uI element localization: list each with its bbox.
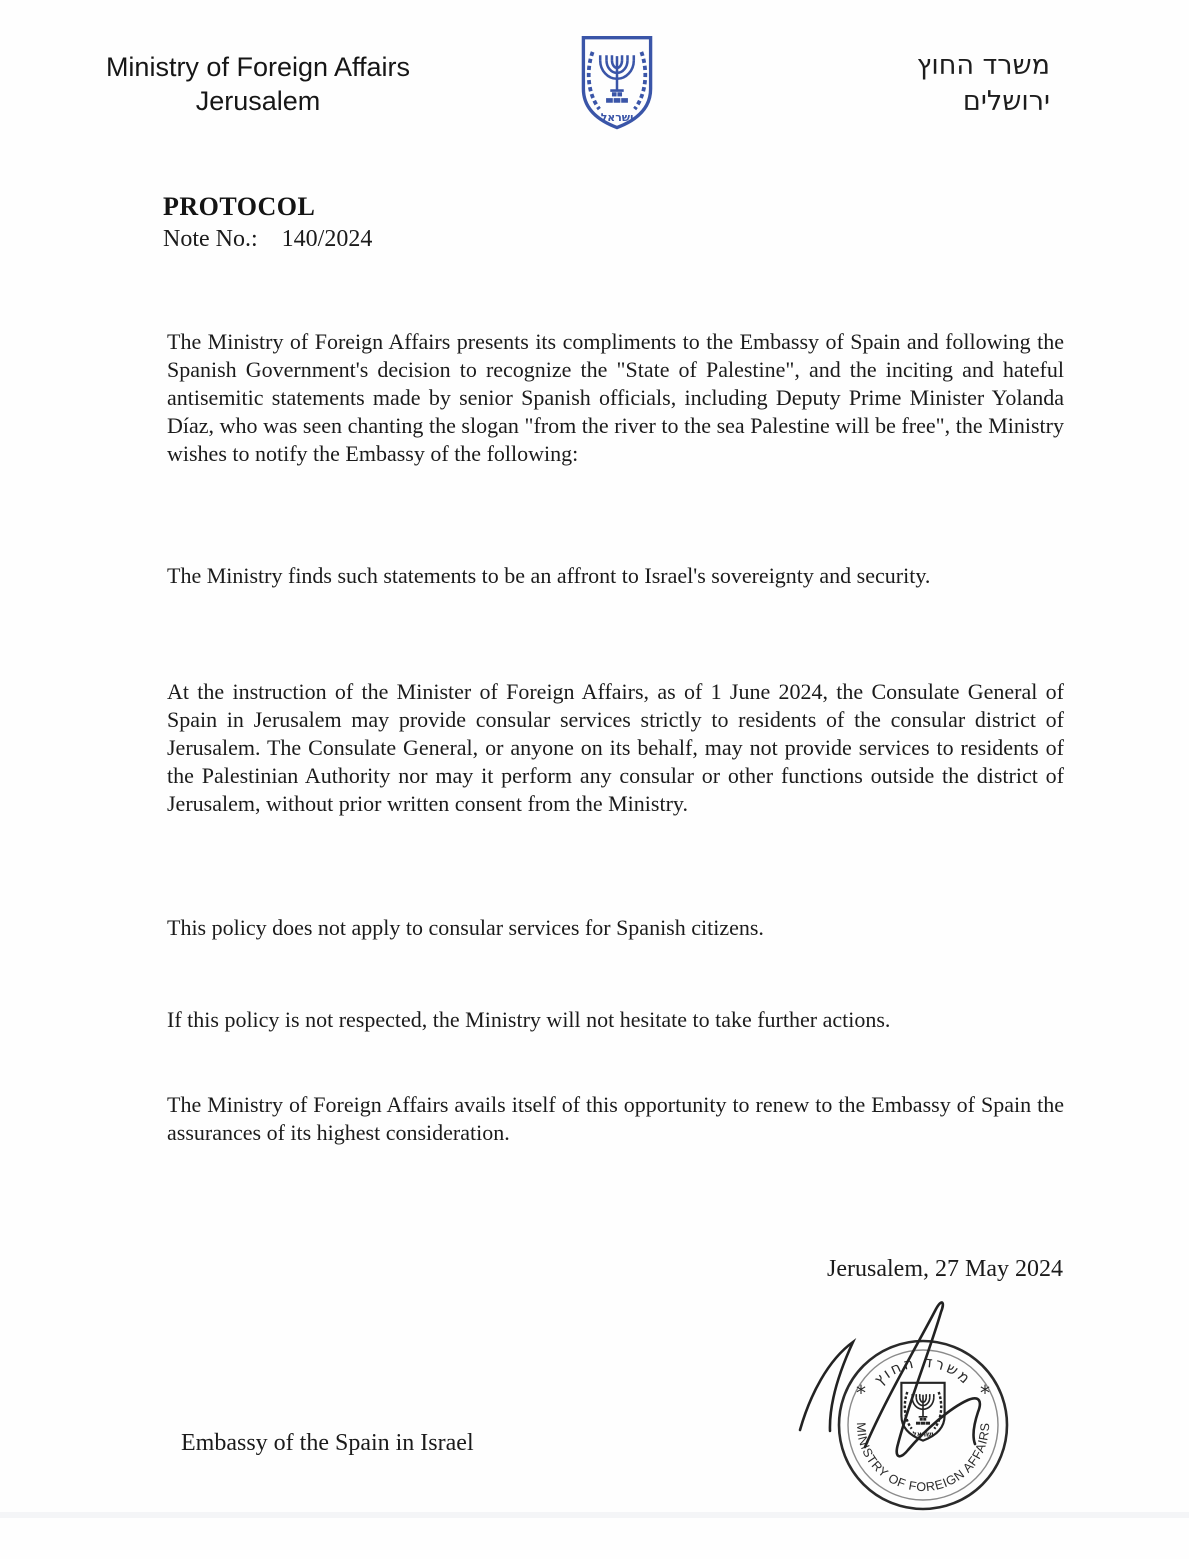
protocol-title: PROTOCOL [163,192,316,221]
stamp-star-left: * [856,1381,866,1405]
ministry-city-en: Jerusalem [195,86,321,116]
stamp-english-arc-text: MINISTRY OF FOREIGN AFFAIRS [853,1422,993,1495]
body-paragraph-5: If this policy is not respected, the Ministry will not hesitate to take further actions. [167,1007,891,1032]
scan-artifact-band [0,1512,1189,1518]
body-paragraph-6: The Ministry of Foreign Affairs avails itself of this opportunity to renew to the Embassy of Spain the assurances of its highest consideration. [167,1092,1064,1145]
ministry-name-en: Ministry of Foreign Affairs [105,52,411,82]
note-number-value: 140/2024 [281,226,373,252]
israel-state-emblem-icon [575,33,659,133]
recipient-line: Embassy of the Spain in Israel [181,1430,474,1456]
body-paragraph-3: At the instruction of the Minister of Foreign Affairs, as of 1 June 2024, the Consulate General of Spain in Jerusalem may provide consular services strictly to residents of the consular district of Jerusalem. The Consulate General, or anyone on its behalf, may not provide services to residents of the Palestinian Authority nor may it perform any consular or other functions outside the district of Jerusalem, without prior written consent from the Ministry. [167,679,1064,816]
body-paragraph-1: The Ministry of Foreign Affairs presents its compliments to the Embassy of Spain and following the Spanish Government's decision to recognize the "State of Palestine", and the inciting and hateful antisemitic statements made by senior Spanish officials, including Deputy Prime Minister Yolanda Díaz, who was seen chanting the slogan "from the river to the sea Palestine will be free", the Ministry wishes to notify the Embassy of the following: [167,329,1064,466]
letterhead-hebrew [917,48,1050,120]
ministry-city-he: ירושלים [962,86,1050,117]
stamp-hebrew-arc-text: משרד החוץ [870,1352,976,1389]
note-number-label: Note No.: [163,226,258,252]
handwritten-signature [780,1290,1040,1470]
note-number-row [163,226,372,253]
date-line: Jerusalem, 27 May 2024 [827,1256,1063,1282]
body-paragraph-2: The Ministry finds such statements to be an affront to Israel's sovereignty and security. [167,563,931,588]
ministry-name-he: משרד החוץ [916,50,1050,81]
stamp-star-right: * [980,1381,990,1405]
body-paragraph-4: This policy does not apply to consular services for Spanish citizens. [167,915,764,940]
letterhead-english [78,50,438,118]
